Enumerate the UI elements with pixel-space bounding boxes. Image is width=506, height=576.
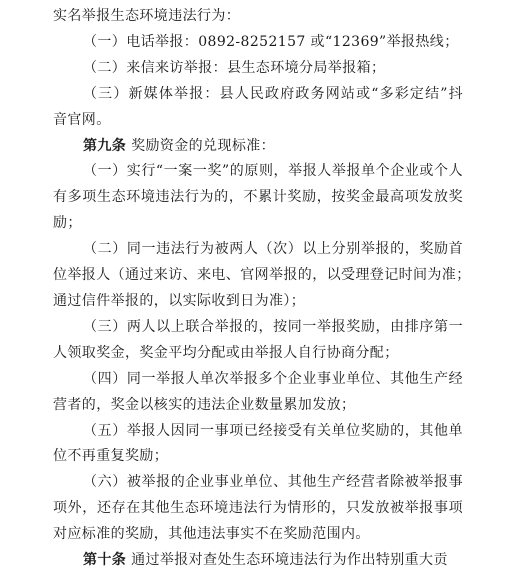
text-line: 对应标准的奖励，其他违法事实不在奖励范围内。 bbox=[53, 526, 370, 543]
text-line: （五）举报人因同一事项已经接受有关单位奖励的，其他单 bbox=[83, 422, 463, 439]
article-10-text: 通过举报对查处生态环境违法行为作出特别重大贡 bbox=[131, 552, 448, 568]
text-line: 励； bbox=[53, 215, 82, 232]
text-line: 通过信件举报的，以实际收到日为准）； bbox=[53, 293, 306, 309]
text-line: 营者的，奖金以核实的违法企业数量累加发放； bbox=[53, 396, 356, 413]
article-10-label: 第十条 bbox=[83, 552, 127, 568]
text-line: 人领取奖金，奖金平均分配或由举报人自行协商分配； bbox=[53, 344, 399, 361]
article-10-heading bbox=[83, 550, 463, 570]
text-line: 项外，还存在其他生态环境违法行为情形的，只发放被举报事项 bbox=[53, 500, 463, 517]
text-line: （一）电话举报：0892-8252157 或“12369”举报热线； bbox=[83, 33, 459, 50]
text-line: （二）来信来访举报：县生态环境分局举报箱； bbox=[83, 59, 386, 76]
text-line: （三）两人以上联合举报的，按同一举报奖励，由排序第一 bbox=[83, 318, 463, 335]
text-line: 有多项生态环境违法行为的，不累计奖励，按奖金最高项发放奖 bbox=[53, 189, 463, 206]
text-line: 位举报人（通过来访、来电、官网举报的，以受理登记时间为准； bbox=[53, 267, 471, 283]
text-line: （二）同一违法行为被两人（次）以上分别举报的，奖励首 bbox=[83, 241, 463, 258]
text-line: 位不再重复奖励； bbox=[53, 448, 169, 465]
article-9-text: 奖励资金的兑现标准： bbox=[131, 137, 276, 154]
text-line: （一）实行“一案一奖”的原则，举报人举报单个企业或个人 bbox=[83, 163, 463, 180]
article-9-heading bbox=[83, 136, 463, 156]
article-9-label: 第九条 bbox=[83, 137, 127, 154]
text-line: 音官网。 bbox=[53, 111, 111, 128]
text-line: （四）同一举报人单次举报多个企业事业单位、其他生产经 bbox=[83, 370, 463, 387]
text-line: 实名举报生态环境违法行为： bbox=[53, 8, 241, 24]
text-line: （六）被举报的企业事业单位、其他生产经营者除被举报事 bbox=[83, 474, 463, 491]
text-line: （三）新媒体举报：县人民政府政务网站或“多彩定结”抖 bbox=[83, 85, 463, 102]
